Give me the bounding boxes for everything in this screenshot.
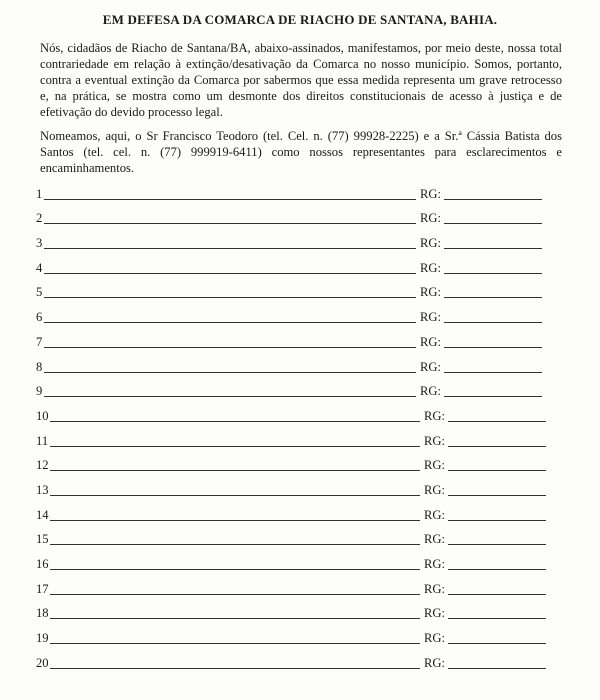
rg-number-line[interactable]: [448, 594, 546, 595]
rg-label: RG:: [420, 359, 441, 374]
rg-label: RG:: [424, 482, 445, 497]
row-number: 5: [36, 285, 43, 300]
signature-name-line[interactable]: [44, 273, 416, 274]
rg-label: RG:: [424, 507, 445, 522]
signature-row: [36, 378, 566, 403]
rg-number-line[interactable]: [444, 347, 542, 348]
representatives-paragraph: Nomeamos, aqui, o Sr Francisco Teodoro (tel. Cel. n. (77) 99928-2225) e a Sr.ª Cássia Batista dos Santos (tel. cel. n. (77) 999919-6411) como nossos representantes para esclarecimentos e encaminhamentos.: [40, 129, 562, 175]
rg-label: RG:: [420, 260, 441, 275]
rg-number-line[interactable]: [444, 297, 542, 298]
signature-row: [36, 649, 566, 674]
signature-name-line[interactable]: [44, 322, 416, 323]
signature-list: [36, 180, 566, 674]
row-number: 13: [36, 482, 49, 497]
signature-name-line[interactable]: [44, 372, 416, 373]
row-number: 4: [36, 260, 43, 275]
rg-number-line[interactable]: [444, 199, 542, 200]
rg-label: RG:: [420, 186, 441, 201]
rg-label: RG:: [424, 532, 445, 547]
rg-label: RG:: [420, 285, 441, 300]
row-number: 15: [36, 532, 49, 547]
signature-row: [36, 526, 566, 551]
rg-number-line[interactable]: [448, 618, 546, 619]
row-number: 9: [36, 384, 43, 399]
rg-number-line[interactable]: [448, 544, 546, 545]
row-number: 11: [36, 433, 49, 448]
rg-number-line[interactable]: [448, 470, 546, 471]
signature-name-line[interactable]: [50, 495, 420, 496]
row-number: 19: [36, 631, 49, 646]
row-number: 3: [36, 236, 43, 251]
rg-number-line[interactable]: [444, 273, 542, 274]
rg-number-line[interactable]: [448, 643, 546, 644]
signature-name-line[interactable]: [44, 199, 416, 200]
signature-row: [36, 600, 566, 625]
row-number: 16: [36, 557, 49, 571]
signature-row: [36, 624, 566, 649]
rg-label: RG:: [420, 384, 441, 399]
rg-label: RG:: [420, 236, 441, 251]
rg-number-line[interactable]: [448, 668, 546, 669]
signature-name-line[interactable]: [50, 544, 420, 545]
signature-row: [36, 279, 566, 304]
signature-name-line[interactable]: [44, 297, 416, 298]
row-number: 14: [36, 507, 49, 522]
signature-row: [36, 229, 566, 254]
signature-row: [36, 303, 566, 328]
signature-row: [36, 205, 566, 230]
signature-row: [36, 501, 566, 526]
rg-number-line[interactable]: [448, 446, 546, 447]
signature-row: [36, 402, 566, 427]
row-number: 20: [36, 655, 49, 670]
signature-name-line[interactable]: [50, 569, 420, 570]
signature-name-line[interactable]: [44, 347, 416, 348]
signature-row: [36, 575, 566, 600]
signature-name-line[interactable]: [50, 643, 420, 644]
signature-row: [36, 476, 566, 501]
signature-row: [36, 353, 566, 378]
rg-label: RG:: [424, 458, 445, 473]
row-number: 17: [36, 581, 49, 596]
rg-label: RG:: [420, 334, 441, 349]
row-number: 12: [36, 458, 49, 473]
signature-name-line[interactable]: [50, 520, 420, 521]
row-number: 18: [36, 606, 49, 621]
rg-number-line[interactable]: [448, 520, 546, 521]
rg-number-line[interactable]: [448, 421, 546, 422]
rg-label: RG:: [424, 606, 445, 621]
row-number: 1: [36, 186, 43, 201]
signature-row: [36, 452, 566, 477]
rg-label: RG:: [424, 408, 445, 423]
rg-label: RG:: [424, 631, 445, 646]
signature-name-line[interactable]: [50, 594, 420, 595]
signature-name-line[interactable]: [44, 223, 416, 224]
rg-number-line[interactable]: [444, 223, 542, 224]
signature-name-line[interactable]: [50, 668, 420, 669]
rg-label: RG:: [420, 310, 441, 325]
signature-row: [36, 328, 566, 353]
statement-paragraph: Nós, cidadãos de Riacho de Santana/BA, abaixo-assinados, manifestamos, por meio deste, nossa total contrariedade em relação à extinção/desativação da Comarca no nosso município. Somos, portanto, contra a eventual extinção da Comarca por sabermos que essa medida representa um grave retrocesso e, na prática, se mostra como um desmonte dos direitos constitucionais de acesso à justiça e de efetivação do devido processo legal.: [40, 41, 562, 119]
row-number: 8: [36, 359, 43, 374]
rg-number-line[interactable]: [444, 322, 542, 323]
row-number: 10: [36, 408, 49, 423]
rg-label: RG:: [424, 655, 445, 670]
rg-number-line[interactable]: [448, 569, 546, 570]
signature-name-line[interactable]: [50, 421, 420, 422]
rg-label: RG:: [424, 581, 445, 596]
rg-number-line[interactable]: [444, 248, 542, 249]
signature-row: [36, 427, 566, 452]
row-number: 2: [36, 211, 43, 226]
signature-row: [36, 180, 566, 205]
rg-number-line[interactable]: [444, 396, 542, 397]
rg-number-line[interactable]: [444, 372, 542, 373]
signature-name-line[interactable]: [44, 248, 416, 249]
document-title: EM DEFESA DA COMARCA DE RIACHO DE SANTANA, BAHIA.: [102, 12, 498, 27]
row-number: 6: [36, 310, 43, 325]
rg-number-line[interactable]: [448, 495, 546, 496]
row-number: 7: [36, 334, 43, 349]
signature-row: [36, 550, 566, 575]
signature-name-line[interactable]: [44, 396, 416, 397]
signature-name-line[interactable]: [50, 618, 420, 619]
rg-label: RG:: [424, 557, 445, 571]
rg-label: RG:: [424, 433, 445, 448]
rg-label: RG:: [420, 211, 441, 226]
signature-row: [36, 254, 566, 279]
signature-name-line[interactable]: [50, 470, 420, 471]
signature-name-line[interactable]: [50, 446, 420, 447]
